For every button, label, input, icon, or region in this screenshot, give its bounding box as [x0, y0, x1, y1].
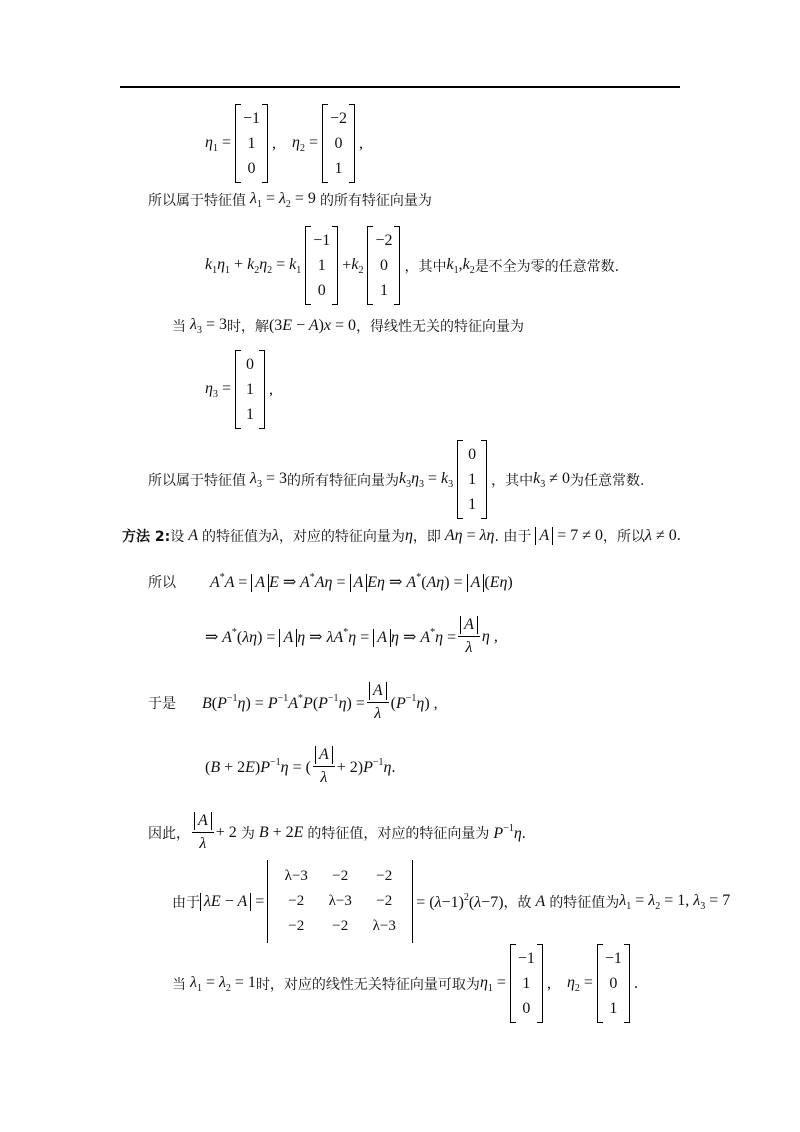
matrix-cell: −1 — [313, 232, 331, 249]
matrix-cell: 1 — [334, 160, 343, 177]
det-cell: −2 — [288, 893, 305, 909]
det-cell: λ−3 — [328, 893, 352, 909]
matrix-cell: 0 — [247, 160, 256, 177]
matrix-cell: 0 — [245, 356, 254, 373]
matrix-cell: −1 — [604, 950, 622, 967]
matrix-eta3 — [235, 350, 265, 429]
eq-final-vectors: 当 $\lambda_1 = \lambda_2 = 1$ 时，对应的线性无关特征向量可取为 $\eta_1$ = −1 1 0 , $\eta_2$ = −1 0 1 . — [172, 944, 638, 1023]
text-span: ，对应的特征向量为 — [278, 529, 405, 545]
matrix-cell: 1 — [317, 257, 326, 274]
det-cell: λ−3 — [372, 918, 396, 934]
matrix-cell: 0 — [522, 1000, 531, 1017]
det-cell: −2 — [288, 918, 305, 934]
matrix-eta2-final — [597, 944, 630, 1023]
para-therefore: 因此， $\frac{A}{\lambda}$ + 2 为 B + 2E 的特征值，对应的特征向量为 $P^{-1}\eta$. — [148, 812, 526, 852]
text-span: 为任意常数. — [570, 472, 645, 489]
det-cell: −2 — [332, 918, 349, 934]
para-eigenvalue-9: 所以属于特征值 $\lambda_1 = \lambda_2 = 9$ 的所有特征向量为 — [148, 190, 432, 210]
text-span: 设 — [170, 529, 185, 545]
matrix-cell: 1 — [379, 282, 388, 299]
text-span: 为 — [240, 825, 255, 842]
text-span: . 由于 — [494, 529, 532, 545]
matrix-cell: −1 — [517, 950, 535, 967]
matrix-eta2 — [322, 104, 355, 183]
matrix-cell: 1 — [522, 975, 531, 992]
matrix-cell: 1 — [247, 135, 256, 152]
text-span: 的特征值为 — [202, 529, 272, 545]
matrix-cell: −2 — [329, 110, 347, 127]
matrix-cell: 1 — [245, 406, 254, 423]
text-span: ，即 — [412, 529, 441, 545]
text-span: 时，解 — [226, 319, 269, 335]
text-span: ，其中 — [404, 258, 447, 275]
determinant-matrix — [267, 860, 413, 943]
text-span: ，故 — [503, 894, 532, 911]
matrix-cell: −1 — [242, 110, 260, 127]
text-span: 于是 — [148, 695, 176, 712]
eq-B-plus-2E: $(B + 2E)P^{-1}\eta$ = ( $\frac{A}{\lambda}$ + $2)P^{-1}\eta$. — [205, 746, 396, 786]
text-span: 的特征值，对应的特征向量为 — [307, 825, 490, 842]
eq-adjugate-2: ⇒ A*(λη) = A η ⇒ λA*η = A η ⇒ A*η = $\frac{A}{\lambda}$ η , — [205, 616, 498, 656]
text-span: 所以属于特征值 — [148, 472, 246, 489]
det-cell: −2 — [376, 868, 393, 884]
text-span: 因此， — [148, 825, 190, 842]
matrix-cell: 1 — [609, 1000, 618, 1017]
matrix-cell: −2 — [375, 232, 393, 249]
para-eigenvalue-3: 所以属于特征值 $\lambda_3 = 3$ 的所有特征向量为 $k_3\eta_3 = k_3$ 0 1 1 ，其中 $k_3 \ne 0$ 为任意常数. — [148, 440, 645, 519]
para-lambda3: 当 $\lambda_3 = 3$ 时，解 (3E − A)x = 0 ，得线性无关的特征向量为 — [172, 316, 525, 336]
matrix-cell: 0 — [609, 975, 618, 992]
eq-adjugate-1: 所以 A*A = A E ⇒ A*Aη = A Eη ⇒ A*(Aη) = A (Eη) — [148, 572, 513, 591]
det-cell: −2 — [332, 868, 349, 884]
matrix-eta1-final — [510, 944, 543, 1023]
text-span: 时，对应的线性无关特征向量可取为 — [255, 976, 480, 993]
text-span: 的特征值为 — [549, 894, 620, 911]
eq-eta1-eta2: $\eta_1$ = −1 1 0 , $\eta_2$ = −2 0 1 , — [205, 104, 363, 183]
matrix-eta2-copy — [367, 226, 400, 305]
eq-eta3: $\eta_3$ = 0 1 1 , — [205, 350, 273, 429]
method-heading: 方法 2: — [122, 529, 171, 545]
matrix-cell: 1 — [468, 496, 477, 513]
eq-B-transform: 于是 $B(P^{-1}\eta) = P^{-1}A^*P(P^{-1}\eta)$ = $\frac{A}{\lambda}$ $(P^{-1}\eta)$ , — [148, 682, 438, 722]
matrix-cell: 0 — [334, 135, 343, 152]
matrix-eta3-copy — [457, 440, 487, 519]
det-cell: −2 — [376, 893, 393, 909]
text-span: 当 — [172, 976, 186, 993]
matrix-cell: 0 — [468, 446, 477, 463]
matrix-cell: 0 — [317, 282, 326, 299]
det-cell: λ−3 — [284, 868, 308, 884]
text-span: ，其中 — [491, 472, 534, 489]
text-span: 的所有特征向量为 — [319, 193, 432, 209]
text-span: 所以属于特征值 — [148, 193, 246, 209]
matrix-cell: 1 — [468, 471, 477, 488]
text-span: 所以 — [148, 575, 176, 591]
text-span: ，得线性无关的特征向量为 — [356, 319, 525, 335]
header-rule — [120, 86, 680, 88]
text-span: ，所以 — [603, 529, 645, 545]
matrix-eta1 — [235, 104, 268, 183]
text-span: 由于 — [172, 894, 200, 911]
text-span: 是不全为零的任意常数. — [474, 258, 620, 275]
matrix-eta1-copy — [305, 226, 338, 305]
eq-linear-combination: $k_1\eta_1 + k_2\eta_2 = k_1$ −1 1 0 + $k_2$ −2 0 1 ，其中 $k_1,k_2$ 是不全为零的任意常数. — [205, 226, 619, 305]
text-span: 当 — [172, 319, 186, 335]
matrix-cell: 0 — [379, 257, 388, 274]
para-method-2: 方法 2: 设 A 的特征值为 λ ，对应的特征向量为 η ，即 Aη = λη . 由于 A = 7 ≠ 0 ，所以 λ ≠ 0. — [122, 527, 681, 545]
text-span: 的所有特征向量为 — [286, 472, 399, 489]
eq-characteristic: 由于 λE − A = λ−3 −2 −2 −2 λ−3 −2 −2 −2 λ−3 = $(\lambda-1)^2(\lambda-7)$ ，故 A 的特征值为 $\lambda_1 = \lambda_2 = 1$, $\lambda_3 = 7$ — [172, 860, 730, 943]
matrix-cell: 1 — [245, 381, 254, 398]
